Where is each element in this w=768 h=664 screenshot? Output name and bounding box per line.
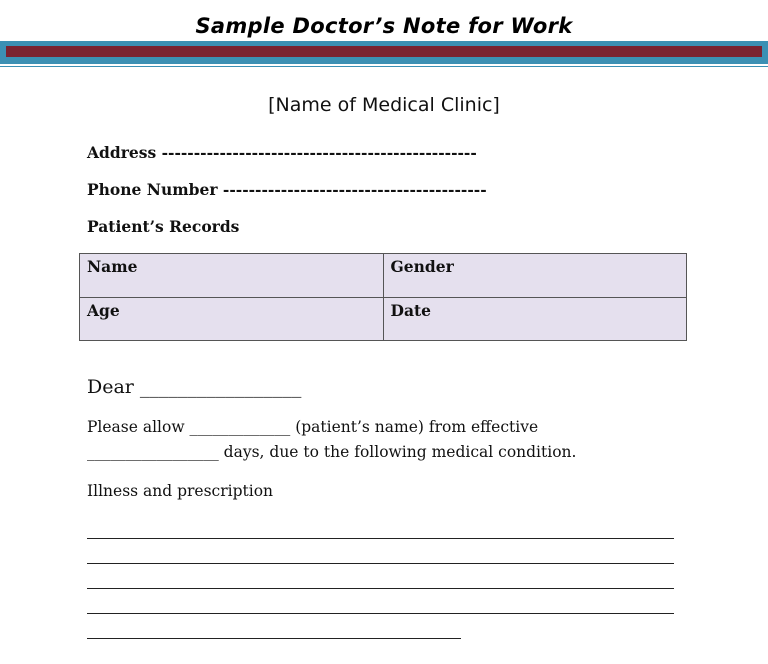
date-cell: Date [383,297,687,341]
clinic-name: [Name of Medical Clinic] [268,94,500,116]
blank-line [87,538,674,539]
gender-cell: Gender [383,254,687,298]
salutation: Dear _________________ [87,376,302,398]
records-heading: Patient’s Records [87,217,240,236]
blank-line [87,563,674,564]
address-field: Address ------------------------------------------------- [87,143,477,162]
blank-line [87,588,674,589]
patient-records-table [79,253,687,341]
illness-heading: Illness and prescription [87,482,274,500]
document-title: Sample Doctor’s Note for Work [195,14,573,38]
header-rule [0,66,768,67]
phone-field: Phone Number ----------------------------------------- [87,180,487,199]
table-row [80,254,687,298]
body-line-1: Please allow _____________ (patient’s name) from effective [87,418,539,436]
table-row [80,297,687,341]
header-band-maroon [0,46,768,57]
blank-line [87,613,674,614]
header-band-bottom [0,57,768,64]
age-cell: Age [80,297,384,341]
blank-line [87,638,461,639]
name-cell: Name [80,254,384,298]
body-line-2: _________________ days, due to the following medical condition. [87,443,577,461]
